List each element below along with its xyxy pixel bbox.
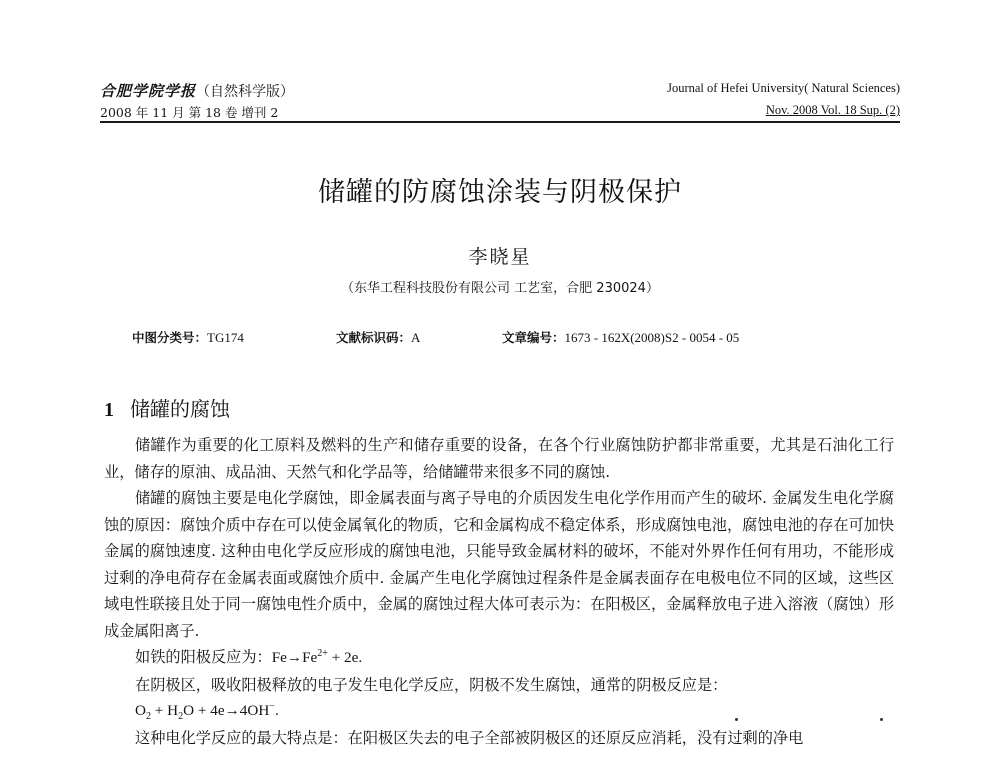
- article-title: 储罐的防腐蚀涂装与阴极保护: [318, 177, 682, 208]
- issue-info-cn: 2008 年 11 月 第 18 卷 增刊 2: [100, 105, 279, 120]
- cathode-eq-a: O: [135, 702, 146, 719]
- cathode-eq-charge: −: [269, 700, 275, 712]
- cathode-equation: [104, 698, 894, 725]
- journal-edition: （自然科学版）: [196, 84, 295, 100]
- article-number-label: 文章编号：: [502, 330, 565, 345]
- running-header: [100, 70, 900, 122]
- cathode-eq-sub-1: 2: [145, 711, 151, 723]
- clc-number: [132, 328, 244, 346]
- journal-title: 合肥学院学报: [100, 82, 197, 100]
- document-code-value: A: [411, 330, 421, 345]
- scan-speck: [735, 718, 738, 721]
- clc-value: TG174: [207, 330, 244, 345]
- anode-equation: [272, 649, 363, 666]
- scan-speck: [880, 718, 883, 721]
- document-code-label: 文献标识码：: [336, 330, 412, 345]
- document-code: [336, 328, 420, 346]
- last-line: 这种电化学反应的最大特点是：在阳极区失去的电子全部被阴极区的还原反应消耗，没有过剩的净电: [135, 728, 804, 747]
- section-number: 1: [104, 399, 114, 421]
- cathode-eq-b: + H: [150, 702, 179, 719]
- cathode-eq-c: O + 4e→4OH: [183, 702, 270, 719]
- cathode-eq-sub-2: 2: [178, 711, 184, 723]
- anode-eq-left: Fe→Fe: [271, 649, 318, 666]
- author-affiliation: （东华工程科技股份有限公司 工艺室，合肥 230024）: [341, 281, 659, 296]
- header-rule: [100, 121, 900, 123]
- article-number: [502, 328, 739, 346]
- anode-eq-charge: 2+: [317, 647, 328, 659]
- clc-label: 中图分类号：: [132, 330, 208, 345]
- anode-eq-right: + 2e.: [327, 649, 363, 666]
- journal-name-cn: [100, 80, 294, 101]
- section-title: 储罐的腐蚀: [130, 397, 230, 421]
- journal-name-en: Journal of Hefei University( Natural Sciences): [667, 81, 900, 95]
- paragraph-2: 储罐的腐蚀主要是电化学腐蚀，即金属表面与离子导电的介质因发生电化学作用而产生的破坏. 金属发生电化学腐蚀的原因：腐蚀介质中存在可以使金属氧化的物质，它和金属构成不稳定体系，形成腐蚀电池，腐蚀电池的存在可加快金属的腐蚀速度. 这种由电化学反应形成的腐蚀电池，只能导致金属材料的破坏，不能对外界作任何有用功，不能形成过剩的净电荷存在金属表面或腐蚀介质中. 金属产生电化学腐蚀过程条件是金属表面存在电极电位不同的区域，这些区域电性联接且处于同一腐蚀电性介质中，金属的腐蚀过程大体可表示为：在阳极区，金属释放电子进入溶液（腐蚀）形成金属阳离子.: [104, 489, 894, 640]
- cathode-eq-d: .: [274, 702, 279, 719]
- section-heading: [104, 393, 230, 422]
- anode-reaction-line: [104, 644, 894, 672]
- paragraph-1: 储罐作为重要的化工原料及燃料的生产和储存重要的设备，在各个行业腐蚀防护都非常重要，尤其是石油化工行业，储存的原油、成品油、天然气和化学品等，给储罐带来很多不同的腐蚀.: [104, 436, 894, 481]
- issue-info-en: Nov. 2008 Vol. 18 Sup. (2): [765, 103, 900, 117]
- article-author: 李晓星: [468, 246, 532, 268]
- cathode-intro-line: 在阴极区，吸收阳极释放的电子发生电化学反应，阴极不发生腐蚀，通常的阴极反应是：: [135, 675, 728, 694]
- anode-intro: 如铁的阳极反应为：: [135, 648, 272, 666]
- article-number-value: 1673 - 162X(2008)S2 - 0054 - 05: [564, 330, 740, 345]
- body-text: [104, 432, 894, 751]
